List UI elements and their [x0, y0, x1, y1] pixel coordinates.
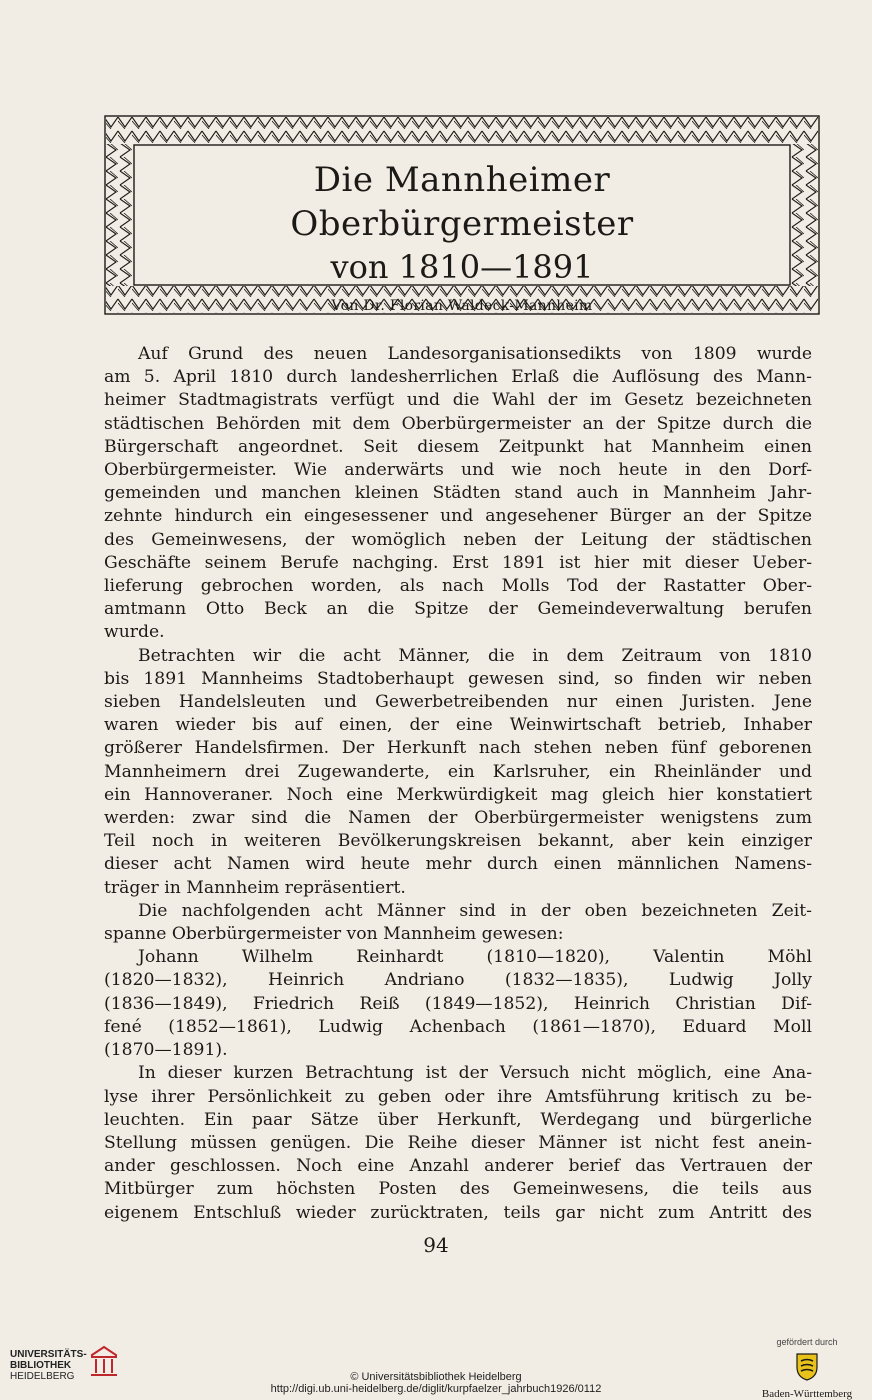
source-url-link[interactable]: http://digi.ub.uni-heidelberg.de/diglit/kurpfaelzer_jahrbuch1926/0112 [270, 1383, 602, 1395]
text-line: wurde. [104, 622, 165, 643]
text-line: bis 1891 Mannheims Stadtoberhaupt gewesen sind, so finden wir neben [104, 668, 812, 689]
text-line: spanne Oberbürgermeister von Mannheim gewesen: [104, 924, 564, 945]
text-line: träger in Mannheim repräsentiert. [104, 877, 406, 898]
text-line: Johann Wilhelm Reinhardt (1810—1820), Valentin Möhl [138, 947, 812, 968]
text-line: Betrachten wir die acht Männer, die in dem Zeitraum von 1810 [138, 645, 812, 666]
state-coat-of-arms-icon [794, 1351, 820, 1381]
text-line: größerer Handelsfirmen. Der Herkunft nach stehen neben fünf geborenen [104, 738, 812, 759]
copyright-text: © Universitätsbibliothek Heidelberg [350, 1371, 522, 1383]
article-body [104, 343, 812, 1225]
text-line: Oberbürgermeister. Wie anderwärts und wie noch heute in den Dorf- [104, 460, 812, 481]
paragraph-3 [104, 900, 812, 946]
text-line: dieser acht Namen wird heute mehr durch einen männlichen Namens- [104, 854, 812, 875]
article-title-years: von 1810—1891 [330, 248, 594, 286]
text-line: heimer Stadtmagistrats verfügt und die Wahl der im Gesetz bezeichneten [104, 390, 812, 411]
paragraph-1 [104, 343, 812, 645]
copyright-notice [0, 1371, 872, 1395]
text-line: eigenem Entschluß wieder zurücktraten, teils gar nicht zum Antritt des [104, 1202, 812, 1223]
sponsor-label: gefördert durch [776, 1337, 838, 1347]
text-line: Bürgerschaft angeordnet. Seit diesem Zeitpunkt hat Mannheim einen [104, 436, 812, 457]
text-line: (1820—1832), Heinrich Andriano (1832—1835), Ludwig Jolly [104, 970, 812, 991]
text-line: Auf Grund des neuen Landesorganisationsedikts von 1809 wurde [138, 344, 812, 364]
text-line: Mitbürger zum höchsten Posten des Gemeinwesens, die teils aus [104, 1179, 812, 1200]
library-name-line2: BIBLIOTHEK [10, 1360, 72, 1371]
text-line: werden: zwar sind die Namen der Oberbürgermeister wenigstens zum [104, 808, 812, 829]
sponsor-block [752, 1337, 862, 1400]
paragraph-5 [104, 1062, 812, 1224]
paragraph-mayor-list [104, 946, 812, 1062]
text-line: (1870—1891). [104, 1040, 228, 1061]
text-line: Mannheimern drei Zugewanderte, ein Karlsruher, ein Rheinländer und [104, 761, 812, 782]
text-line: fené (1852—1861), Ludwig Achenbach (1861—1870), Eduard Moll [104, 1016, 812, 1037]
article-heading [140, 148, 784, 314]
text-line: lieferung gebrochen worden, als nach Molls Tod der Rastatter Ober- [104, 576, 812, 597]
text-line: Die nachfolgenden acht Männer sind in der oben bezeichneten Zeit- [138, 900, 812, 921]
text-line: waren wieder bis auf einen, der eine Weinwirtschaft betrieb, Inhaber [104, 715, 812, 736]
text-line: sieben Handelsleuten und Gewerbetreibenden nur einen Juristen. Jene [104, 692, 812, 713]
text-line: gemeinden und manchen kleinen Städten stand auch in Mannheim Jahr- [104, 483, 812, 504]
text-line: am 5. April 1810 durch landesherrlichen Erlaß die Auflösung des Mann- [104, 367, 812, 388]
article-title: Die Mannheimer Oberbürgermeister [290, 160, 634, 244]
digitization-footer [0, 1335, 872, 1400]
text-line: Stellung müssen genügen. Die Reihe dieser Männer ist nicht fest anein- [104, 1132, 812, 1153]
paragraph-2 [104, 645, 812, 900]
text-line: des Gemeinwesens, der womöglich neben der Leitung der städtischen [104, 529, 812, 550]
text-line: leuchten. Ein paar Sätze über Herkunft, Werdegang und bürgerliche [104, 1109, 812, 1130]
library-name-line3: HEIDELBERG [10, 1371, 75, 1382]
text-line: zehnte hindurch ein eingesessener und angesehener Bürger an der Spitze [104, 506, 812, 527]
text-line: städtischen Behörden mit dem Oberbürgermeister an der Spitze durch die [104, 413, 812, 434]
text-line: (1836—1849), Friedrich Reiß (1849—1852), Heinrich Christian Dif- [104, 993, 812, 1014]
text-line: Teil noch in weiteren Bevölkerungskreisen bekannt, aber kein einziger [104, 831, 812, 852]
article-byline: Von Dr. Florian Waldeck-Mannheim [331, 298, 593, 314]
page-number: 94 [423, 1233, 449, 1257]
text-line: ein Hannoveraner. Noch eine Merkwürdigkeit mag gleich hier konstatiert [104, 784, 812, 805]
text-line: In dieser kurzen Betrachtung ist der Versuch nicht möglich, eine Ana- [138, 1063, 812, 1084]
text-line: ander geschlossen. Noch eine Anzahl anderer berief das Vertrauen der [104, 1156, 812, 1177]
library-name-line1: UNIVERSITÄTS- [10, 1349, 87, 1360]
text-line: Geschäfte seinem Berufe nachging. Erst 1891 ist hier mit dieser Ueber- [104, 552, 812, 573]
text-line: amtmann Otto Beck an die Spitze der Gemeindeverwaltung berufen [104, 599, 812, 620]
text-line: lyse ihrer Persönlichkeit zu geben oder ihre Amtsführung kritisch zu be- [104, 1086, 812, 1107]
sponsor-state-name: Baden-Württemberg [761, 1388, 853, 1400]
